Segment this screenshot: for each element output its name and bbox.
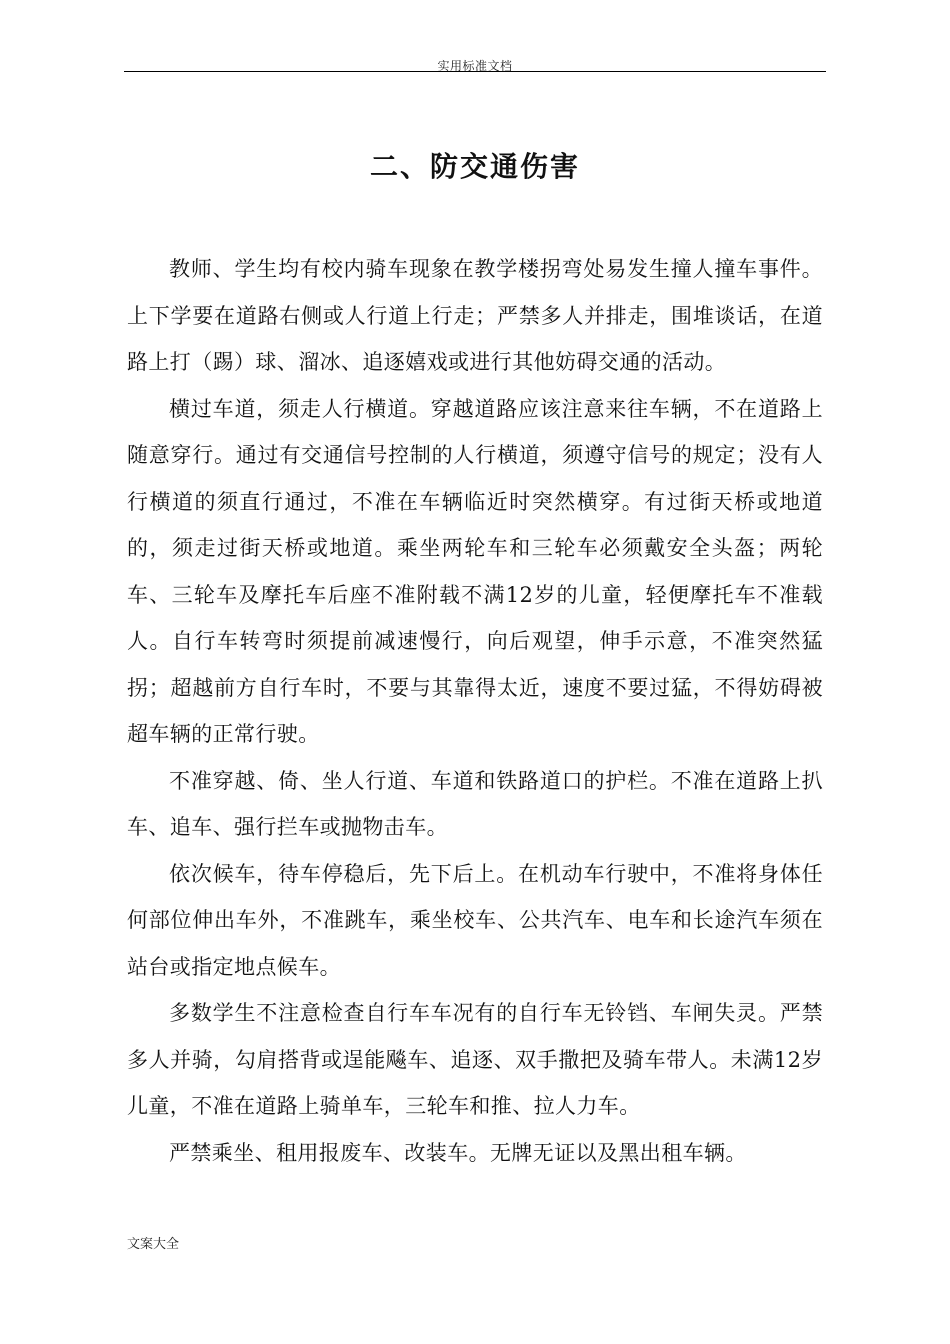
page-header: 实用标准文档 — [437, 59, 513, 73]
paragraph-4: 依次候车，待车停稳后，先下后上。在机动车行驶中，不准将身体任何部位伸出车外，不准跳车，乘坐校车、公共汽车、电车和长途汽车须在站台或指定地点候车。 — [127, 861, 823, 979]
paragraph-5: 多数学生不注意检查自行车车况有的自行车无铃铛、车闸失灵。严禁多人并骑，勾肩搭背或逞能飚车、追逐、双手撒把及骑车带人。未满12岁儿童，不准在道路上骑单车，三轮车和推、拉人力车。 — [127, 1001, 823, 1118]
page-title: 二、防交通伤害 — [369, 150, 580, 183]
paragraph-2: 横过车道，须走人行横道。穿越道路应该注意来往车辆，不在道路上随意穿行。通过有交通信号控制的人行横道，须遵守信号的规定；没有人行横道的须直行通过，不准在车辆临近时突然横穿。有过街天桥或地道的，须走过街天桥或地道。乘坐两轮车和三轮车必须戴安全头盔；两轮车、三轮车及摩托车后座不准附载不满12岁的儿童，轻便摩托车不准载人。自行车转弯时须提前减速慢行，向后观望，伸手示意，不准突然猛拐；超越前方自行车时，不要与其靠得太近，速度不要过猛，不得妨碍被超车辆的正常行驶。 — [127, 396, 823, 746]
paragraph-1: 教师、学生均有校内骑车现象在教学楼拐弯处易发生撞人撞车事件。上下学要在道路右侧或人行道上行走；严禁多人并排走，围堆谈话，在道路上打（踢）球、溜冰、追逐嬉戏或进行其他妨碍交通的活动。 — [127, 257, 823, 374]
page-footer: 文案大全 — [127, 1237, 180, 1252]
header-divider — [124, 71, 826, 72]
paragraph-3: 不准穿越、倚、坐人行道、车道和铁路道口的护栏。不准在道路上扒车、追车、强行拦车或抛物击车。 — [127, 768, 823, 839]
document-body — [127, 246, 823, 1176]
paragraph-6: 严禁乘坐、租用报废车、改装车。无牌无证以及黑出租车辆。 — [169, 1140, 747, 1165]
